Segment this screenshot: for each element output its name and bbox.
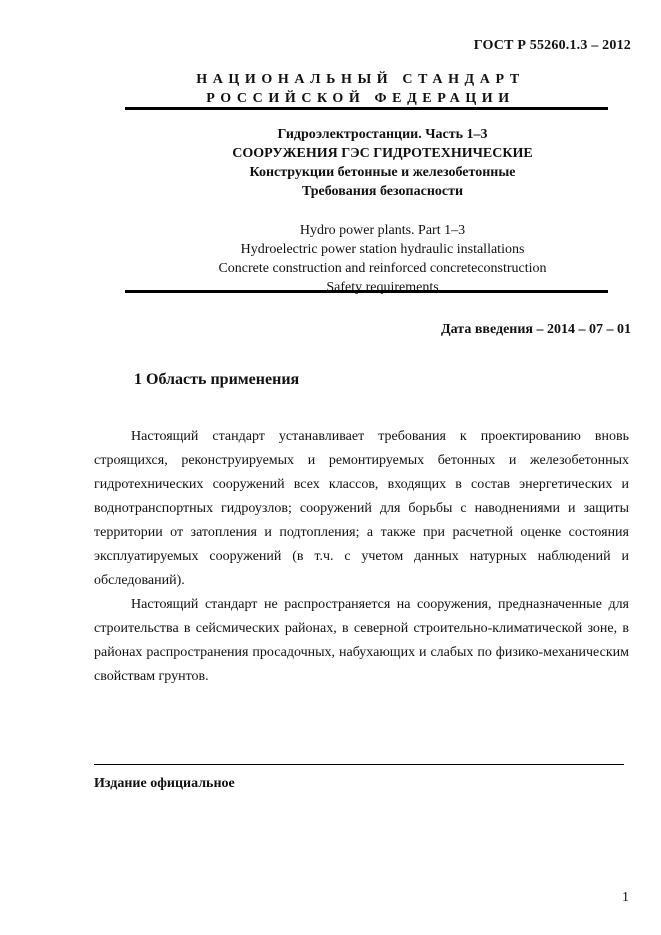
title-en-line: Concrete construction and reinforced concreteconstruction [218,261,547,276]
title-block [125,125,640,297]
bottom-divider [125,290,608,293]
national-standard-heading [0,70,661,108]
title-english [125,221,640,297]
title-en-line: Hydro power plants. Part 1–3 [299,223,466,238]
paragraph: Настоящий стандарт не распространяется на сооружения, предназначенные для строительства в сейсмических районах, в северной строительно-климатической зоне, в районах распространения просадочных, набухающих и слабых по физико-механическим свойствам грунтов. [94,597,629,684]
page-number: 1 [622,890,629,905]
section-body [94,425,629,689]
top-divider [125,107,608,110]
title-ru-line: СООРУЖЕНИЯ ГЭС ГИДРОТЕХНИЧЕСКИЕ [232,146,533,161]
title-ru-line: Требования безопасности [301,184,464,199]
introduction-date: Дата введения – 2014 – 07 – 01 [441,322,631,337]
national-standard-line-1: НАЦИОНАЛЬНЫЙ СТАНДАРТ [196,72,525,87]
national-standard-line-2: РОССИЙСКОЙ ФЕДЕРАЦИИ [206,91,515,106]
official-edition-label: Издание официальное [94,776,235,791]
paragraph: Настоящий стандарт устанавливает требования к проектированию вновь строящихся, реконструируемых и ремонтируемых бетонных и железобетонных гидротехнических сооружений всех классов, входящих в состав энергетических и воднотранспортных гидроузлов; сооружений для борьбы с наводнениями и защиты территории от затопления и подтопления; а также при расчетной оценке состояния эксплуатируемых сооружений (в т.ч. с учетом данных натурных наблюдений и обследований). [94,429,629,588]
title-en-line: Safety requirements [326,280,439,295]
title-russian [125,125,640,201]
title-ru-line: Конструкции бетонные и железобетонные [249,165,516,180]
gost-number: ГОСТ Р 55260.1.3 – 2012 [473,38,631,53]
title-ru-line: Гидроэлектростанции. Часть 1–3 [277,127,488,142]
title-en-line: Hydroelectric power station hydraulic installations [240,242,525,257]
footer-divider [94,764,624,765]
section-heading: 1 Область применения [134,371,300,388]
